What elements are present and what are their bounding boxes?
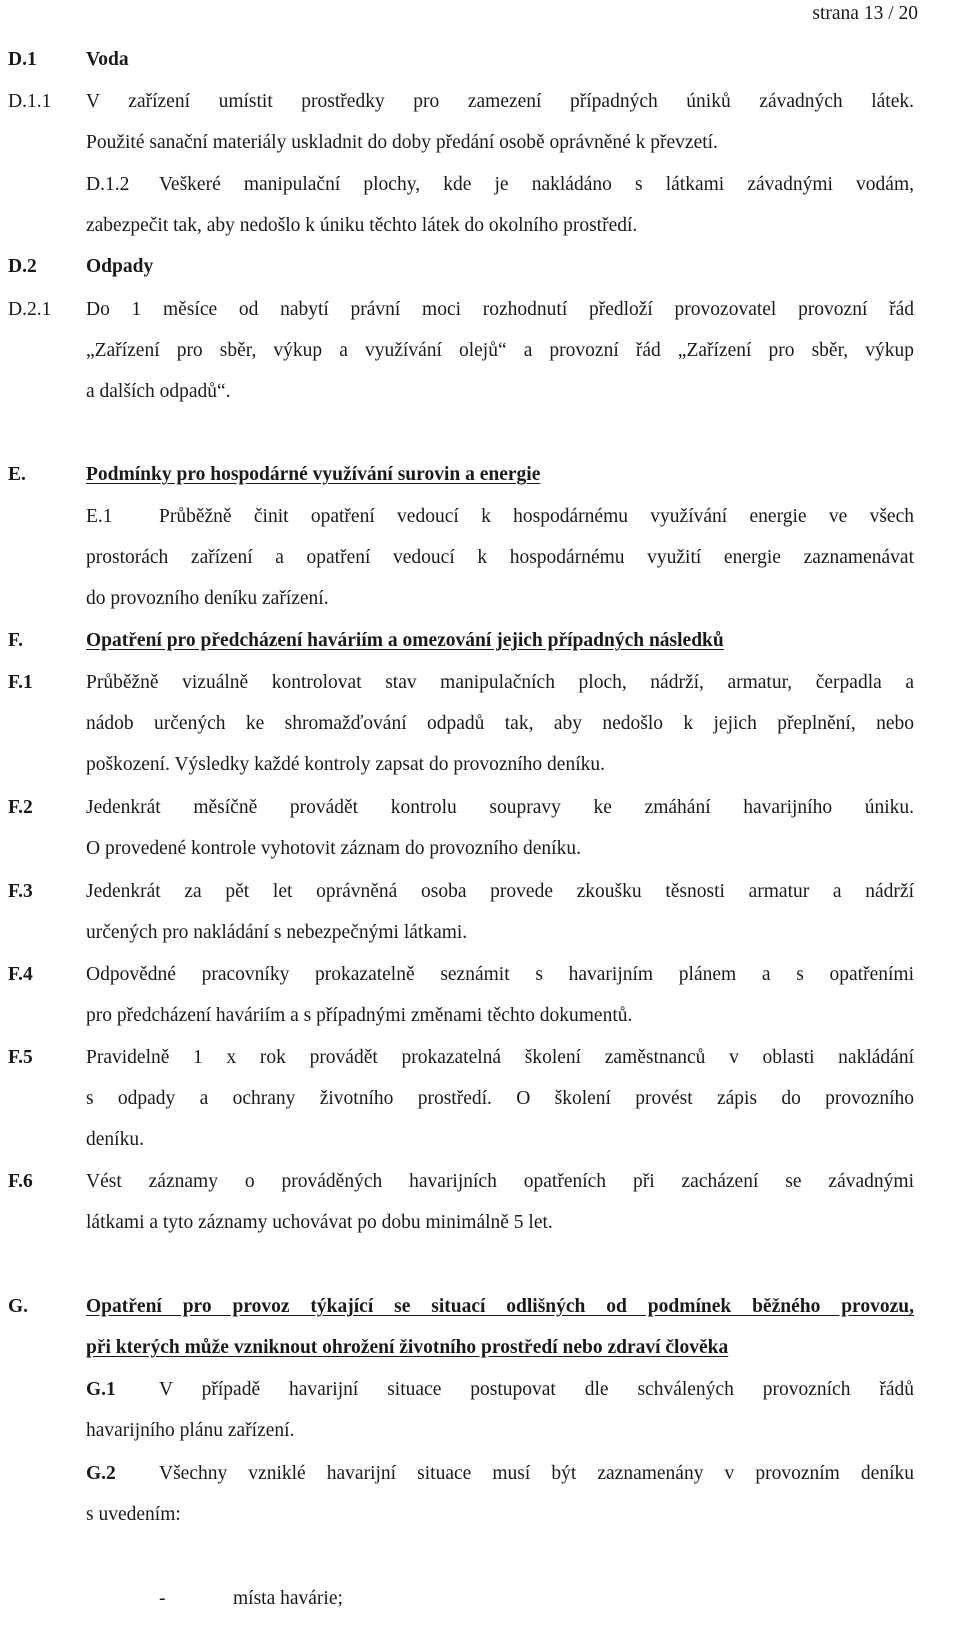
clause-text-g2-line1: Všechny vzniklé havarijní situace musí být zaznamenány v provozním deníku (159, 1463, 914, 1484)
clause-text-e1-line3: do provozního deníku zařízení. (86, 588, 329, 609)
clause-number-f3: F.3 (8, 881, 33, 902)
clause-text-g1-line2: havarijního plánu zařízení. (86, 1420, 295, 1441)
section-number-f: F. (8, 630, 23, 651)
clause-text-f3-line1: Jedenkrát za pět let oprávněná osoba provede zkoušku těsnosti armatur a nádrží (86, 881, 914, 902)
clause-number-g2: G.2 (86, 1463, 116, 1484)
clause-text-d11-line1: V zařízení umístit prostředky pro zamezení případných úniků závadných látek. (86, 91, 914, 112)
clause-text-f6-line1: Vést záznamy o prováděných havarijních opatřeních při zacházení se závadnými (86, 1171, 914, 1192)
clause-text-f2-line1: Jedenkrát měsíčně provádět kontrolu soupravy ke zmáhání havarijního úniku. (86, 797, 914, 818)
section-heading-g-line2: při kterých může vzniknout ohrožení životního prostředí nebo zdraví člověka (86, 1337, 729, 1358)
clause-number-e1: E.1 (86, 506, 113, 527)
section-number-d1: D.1 (8, 49, 37, 70)
clause-text-f5-line1: Pravidelně 1 x rok provádět prokazatelná školení zaměstnanců v oblasti nakládání (86, 1047, 914, 1068)
page-number: strana 13 / 20 (812, 3, 918, 24)
clause-text-d12-line1: Veškeré manipulační plochy, kde je nakládáno s látkami závadnými vodám, (159, 174, 914, 195)
clause-number-d12: D.1.2 (86, 174, 130, 195)
section-number-g: G. (8, 1296, 29, 1317)
clause-text-f5-line2: s odpady a ochrany životního prostředí. O školení provést zápis do provozního (86, 1088, 914, 1109)
section-heading-e: Podmínky pro hospodárné využívání surovin a energie (86, 464, 541, 485)
clause-number-f6: F.6 (8, 1171, 33, 1192)
clause-number-d11: D.1.1 (8, 91, 52, 112)
clause-text-f2-line2: O provedené kontrole vyhotovit záznam do provozního deníku. (86, 838, 581, 859)
clause-text-e1-line2: prostorách zařízení a opatření vedoucí k hospodárnému využití energie zaznamenávat (86, 547, 914, 568)
clause-text-d21-line3: a dalších odpadů“. (86, 381, 231, 402)
clause-text-f1-line3: poškození. Výsledky každé kontroly zapsat do provozního deníku. (86, 754, 605, 775)
clause-number-g1: G.1 (86, 1379, 116, 1400)
clause-number-f1: F.1 (8, 672, 33, 693)
clause-number-f5: F.5 (8, 1047, 33, 1068)
section-number-d2: D.2 (8, 256, 37, 277)
clause-text-d21-line1: Do 1 měsíce od nabytí právní moci rozhodnutí předloží provozovatel provozní řád (86, 299, 914, 320)
clause-text-f1-line1: Průběžně vizuálně kontrolovat stav manipulačních ploch, nádrží, armatur, čerpadla a (86, 672, 914, 693)
clause-text-g2-line2: s uvedením: (86, 1504, 181, 1525)
clause-text-d12-line2: zabezpečit tak, aby nedošlo k úniku těchto látek do okolního prostředí. (86, 215, 638, 236)
clause-text-f1-line2: nádob určených ke shromažďování odpadů tak, aby nedošlo k jejich přeplnění, nebo (86, 713, 914, 734)
section-number-e: E. (8, 464, 26, 485)
clause-text-f5-line3: deníku. (86, 1129, 144, 1150)
section-heading-g-line1: Opatření pro provoz týkající se situací odlišných od podmínek běžného provozu, (86, 1296, 914, 1317)
clause-text-g1-line1: V případě havarijní situace postupovat dle schválených provozních řádů (159, 1379, 914, 1400)
clause-text-d11-line2: Použité sanační materiály uskladnit do doby předání osobě oprávněné k převzetí. (86, 132, 718, 153)
clause-text-f4-line2: pro předcházení haváriím a s případnými změnami těchto dokumentů. (86, 1005, 633, 1026)
clause-text-f4-line1: Odpovědné pracovníky prokazatelně seznámit s havarijním plánem a s opatřeními (86, 964, 914, 985)
section-heading-f: Opatření pro předcházení haváriím a omezování jejich případných následků (86, 630, 724, 651)
list-item: místa havárie; (233, 1588, 343, 1609)
clause-text-e1-line1: Průběžně činit opatření vedoucí k hospodárnému využívání energie ve všech (159, 506, 914, 527)
clause-number-d21: D.2.1 (8, 299, 52, 320)
section-heading-d1: Voda (86, 49, 129, 70)
list-bullet: - (159, 1588, 166, 1609)
clause-text-f3-line2: určených pro nakládání s nebezpečnými látkami. (86, 922, 468, 943)
clause-text-d21-line2: „Zařízení pro sběr, výkup a využívání olejů“ a provozní řád „Zařízení pro sběr, výkup (86, 340, 914, 361)
section-heading-d2: Odpady (86, 256, 154, 277)
clause-number-f4: F.4 (8, 964, 33, 985)
clause-text-f6-line2: látkami a tyto záznamy uchovávat po dobu minimálně 5 let. (86, 1212, 553, 1233)
clause-number-f2: F.2 (8, 797, 33, 818)
